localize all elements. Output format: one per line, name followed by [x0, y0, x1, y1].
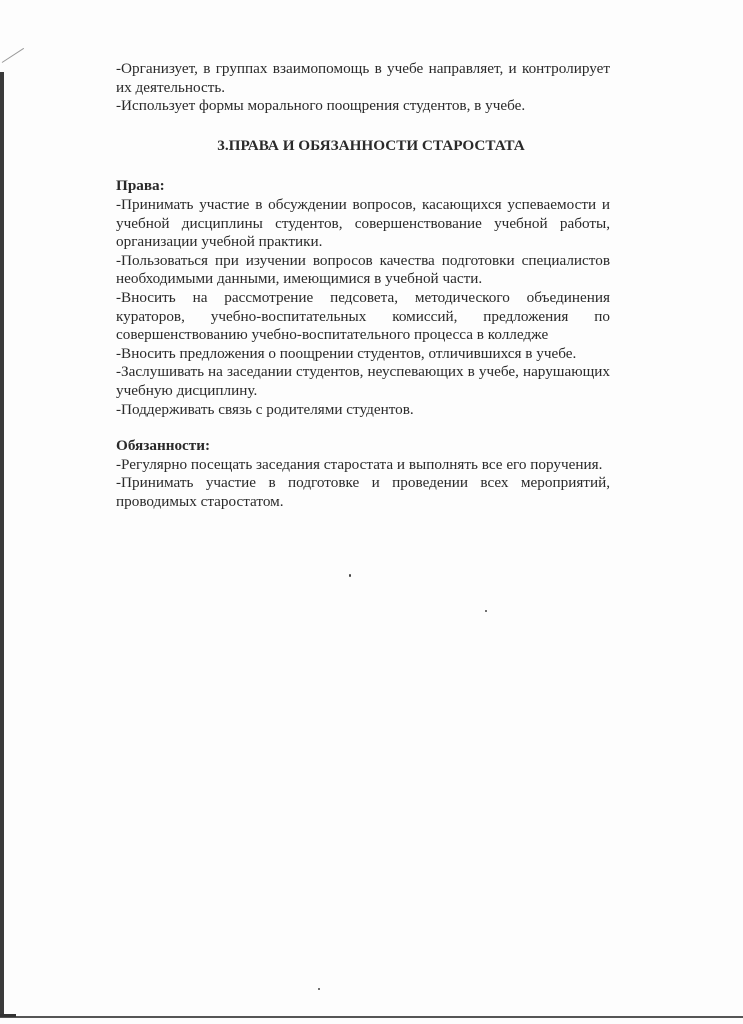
rights-item: -Вносить предложения о поощрении студентов, отличившихся в учебе. [116, 344, 577, 362]
rights-item: -Поддерживать связь с родителями студентов. [116, 400, 414, 418]
rights-item: -Принимать участие в обсуждении вопросов, касающихся успеваемости и учебной дисциплины студентов, совершенствование учебной работы, организации учебной практики. [116, 195, 610, 251]
spacer [116, 419, 610, 437]
scan-speck [318, 988, 320, 990]
document-body [116, 60, 610, 511]
rights-item: -Заслушивать на заседании студентов, неуспевающих в учебе, нарушающих учебную дисциплину. [116, 363, 610, 399]
scan-speck [485, 610, 487, 612]
duties-item: -Принимать участие в подготовке и проведении всех мероприятий, проводимых старостатом. [116, 474, 610, 510]
rights-heading: Права: [116, 177, 165, 195]
scan-edge-corner [2, 48, 24, 63]
section-title: 3.ПРАВА И ОБЯЗАННОСТИ СТАРОСТАТА [217, 136, 525, 154]
duties-item: -Регулярно посещать заседания старостата и выполнять все его поручения. [116, 455, 603, 473]
intro-item: -Использует формы морального поощрения студентов, в учебе. [116, 97, 526, 115]
scan-edge-bottom [0, 1016, 743, 1018]
scan-edge-bottom-corner [0, 1014, 16, 1017]
intro-item: -Организует, в группах взаимопомощь в учебе направляет, и контролирует их деятельность. [116, 60, 610, 96]
scan-speck [349, 574, 351, 577]
rights-item: -Пользоваться при изучении вопросов качества подготовки специалистов необходимыми данными, имеющимися в учебной части. [116, 251, 610, 288]
duties-heading: Обязанности: [116, 437, 211, 455]
scan-edge-left [0, 72, 4, 1016]
rights-item: -Вносить на рассмотрение педсовета, методического объединения кураторов, учебно-воспитательных комиссий, предложения по совершенствованию учебно-воспитательного процесса в колледже [116, 288, 610, 344]
